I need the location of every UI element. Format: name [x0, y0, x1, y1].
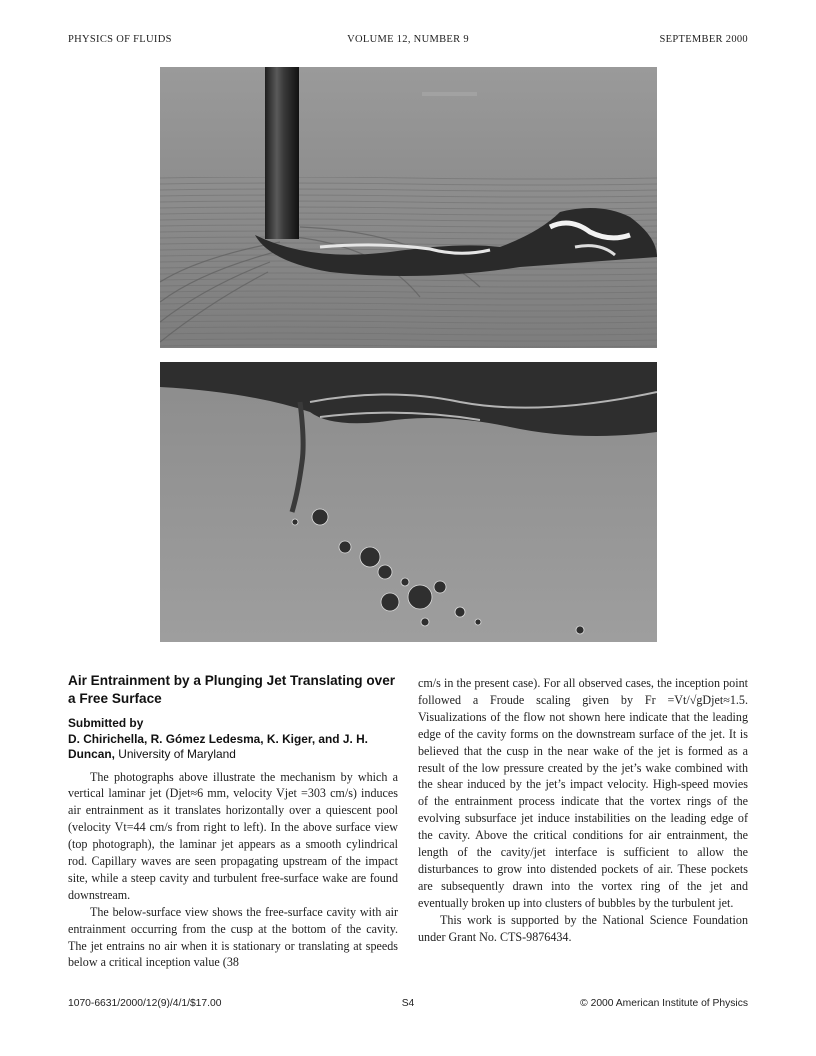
author-list: [68, 732, 398, 763]
copyright-notice: © 2000 American Institute of Physics: [580, 998, 748, 1009]
article-title: Air Entrainment by a Plunging Jet Translating over a Free Surface: [68, 673, 396, 706]
page-number: S4: [401, 998, 415, 1009]
submitted-by-label: Submitted by: [68, 716, 144, 730]
body-paragraph-1: The photographs above illustrate the mechanism by which a vertical laminar jet (Djet≈6 mm, velocity Vjet =303 cm/s) induces air entrainment as it translates horizontally over a quiescent pool (velocity Vt=44 cm/s from right to left). In the above surface view (top photograph), the laminar jet appears as a smooth cylindrical rod. Capillary waves are seen propagating upstream of the impact site, while a steep cavity and turbulent free-surface wake are found downstream.: [68, 769, 398, 902]
volume-number: VOLUME 12, NUMBER 9: [347, 34, 469, 45]
below-surface-view-photo: [160, 362, 657, 642]
surface-view-photo: [160, 67, 657, 348]
journal-name: PHYSICS OF FLUIDS: [68, 34, 172, 45]
left-column: [68, 672, 398, 971]
affiliation: University of Maryland: [118, 747, 236, 761]
running-header: [68, 34, 748, 50]
acknowledgment-paragraph: This work is supported by the National Science Foundation under Grant No. CTS-9876434.: [418, 912, 748, 944]
issn-code: 1070-6631/2000/12(9)/4/1/$17.00: [68, 998, 222, 1009]
issue-date: SEPTEMBER 2000: [659, 34, 748, 45]
authors: D. Chirichella, R. Gómez Ledesma, K. Kiger, and J. H. Duncan,: [68, 731, 368, 761]
right-column: [418, 675, 748, 946]
page-footer: [68, 998, 748, 1012]
body-paragraph-2: The below-surface view shows the free-surface cavity with air entrainment occurring from the cusp at the bottom of the cavity. The jet entrains no air when it is stationary or translating at speeds below a critical inception value (38: [68, 904, 398, 970]
body-paragraph-3: cm/s in the present case). For all observed cases, the inception point followed a Froude scaling given by Fr =Vt/√gDjet≈1.5. Visualizations of the flow not shown here indicate that the leading edge of the cavity forms on the downstream surface of the jet. It is believed that the cusp in the near wake of the jet is formed as a result of the low pressure created by the jet’s wake combined with the shear induced by the jet’s impact velocity. High-speed movies of the entrainment process indicate that the vortex rings of the evolving subsurface jet induce instabilities on the leading edge of the cavity. Above the critical conditions for air entrainment, the length of the cavity/jet interface is sufficient to allow the disturbances to grow into distended pockets of air. These pockets are subsequently drawn into the vortex ring of the jet and eventually broken up into clusters of bubbles by the turbulent jet.: [418, 676, 748, 910]
